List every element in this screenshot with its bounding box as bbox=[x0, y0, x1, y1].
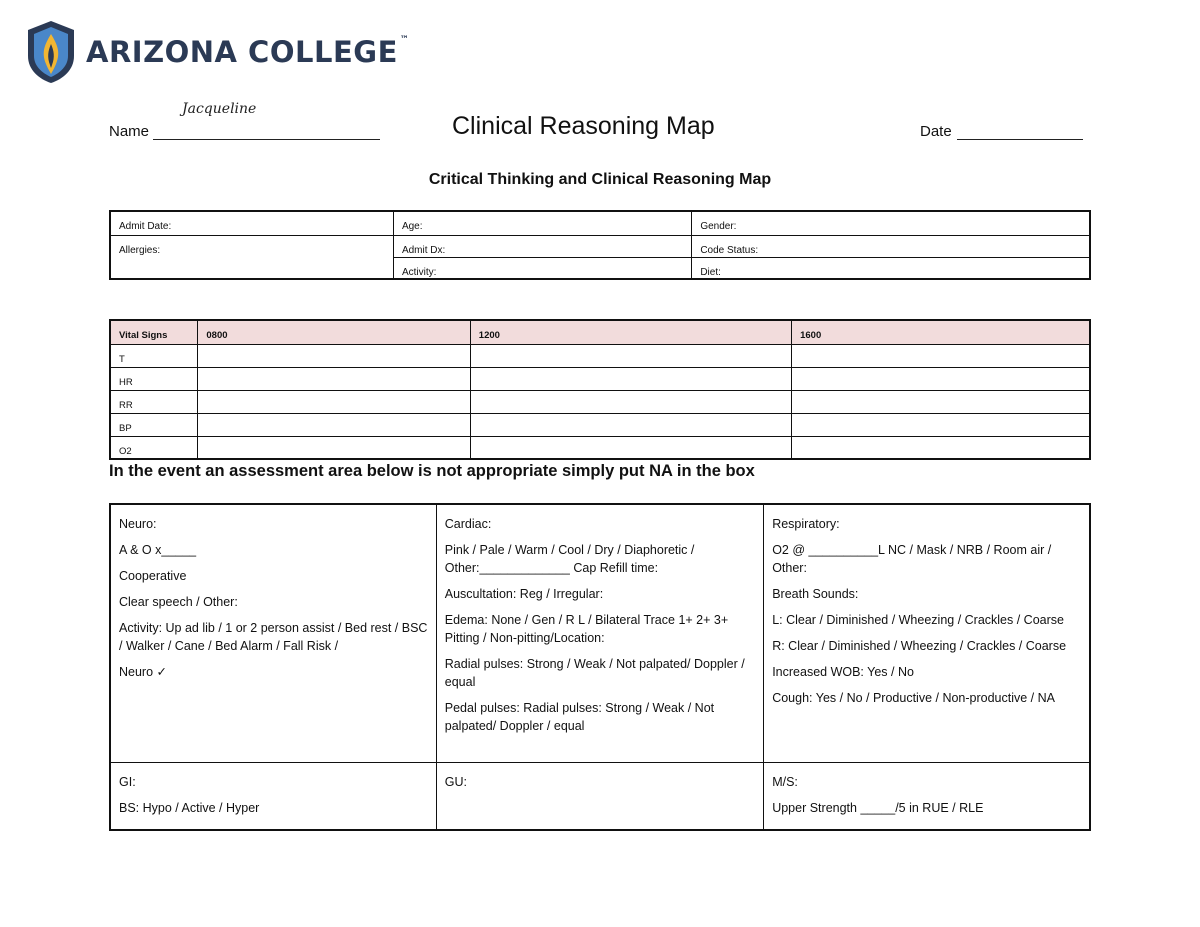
table-row bbox=[110, 436, 1090, 459]
vital-cell bbox=[792, 344, 1090, 367]
cardiac-section bbox=[436, 504, 763, 762]
vital-label-o2: O2 bbox=[110, 436, 198, 459]
name-value: Jacqueline bbox=[182, 101, 257, 117]
gender-cell: Gender: bbox=[692, 211, 1090, 235]
ms-title: M/S: bbox=[772, 774, 798, 789]
vital-cell bbox=[792, 436, 1090, 459]
assessment-table bbox=[109, 503, 1091, 831]
activity-cell: Activity: bbox=[393, 257, 691, 279]
vital-signs-table bbox=[109, 319, 1091, 460]
vital-cell bbox=[198, 413, 470, 436]
vital-cell bbox=[198, 344, 470, 367]
diet-cell: Diet: bbox=[692, 257, 1090, 279]
vital-cell bbox=[470, 367, 791, 390]
page-title: Clinical Reasoning Map bbox=[452, 112, 715, 140]
respiratory-section bbox=[764, 504, 1090, 762]
allergies-cell: Allergies: bbox=[110, 235, 393, 279]
name-underline bbox=[153, 139, 380, 140]
neuro-section bbox=[110, 504, 436, 762]
vital-cell bbox=[792, 367, 1090, 390]
cardiac-title: Cardiac: bbox=[444, 517, 492, 531]
respiratory-line: O2 @ __________L NC / Mask / NRB / Room air / Other: bbox=[772, 543, 1052, 575]
time-1200: 1200 bbox=[470, 320, 791, 344]
age-cell: Age: bbox=[393, 211, 691, 235]
admit-date-cell: Admit Date: bbox=[110, 211, 393, 235]
instruction-note: In the event an assessment area below is not appropriate simply put NA in the box bbox=[109, 462, 755, 480]
respiratory-line: Increased WOB: Yes / No bbox=[772, 665, 914, 679]
cardiac-line: Pedal pulses: Radial pulses: Strong / Weak / Not palpated/ Doppler / equal bbox=[444, 701, 715, 733]
table-row bbox=[110, 344, 1090, 367]
vital-label-rr: RR bbox=[110, 390, 198, 413]
cardiac-line: Auscultation: Reg / Irregular: bbox=[444, 587, 604, 601]
table-row bbox=[110, 413, 1090, 436]
neuro-line: Activity: Up ad lib / 1 or 2 person assist / Bed rest / BSC / Walker / Cane / Bed Alarm / Fall Risk / bbox=[119, 621, 428, 653]
ms-section bbox=[764, 762, 1090, 830]
vital-signs-header: Vital Signs bbox=[110, 320, 198, 344]
date-underline bbox=[957, 139, 1083, 140]
name-label: Name bbox=[109, 123, 150, 140]
gi-line: BS: Hypo / Active / Hyper bbox=[119, 800, 260, 815]
table-row bbox=[110, 367, 1090, 390]
respiratory-line: Breath Sounds: bbox=[772, 587, 859, 601]
vital-label-t: T bbox=[110, 344, 198, 367]
gi-title: GI: bbox=[119, 774, 136, 789]
vital-signs-header-row bbox=[110, 320, 1090, 344]
vital-cell bbox=[198, 367, 470, 390]
page-subtitle: Critical Thinking and Clinical Reasoning Map bbox=[428, 171, 772, 188]
date-label: Date bbox=[920, 123, 952, 140]
vital-cell bbox=[198, 436, 470, 459]
neuro-line: Cooperative bbox=[119, 569, 187, 583]
neuro-title: Neuro: bbox=[119, 517, 157, 531]
neuro-line: A & O x_____ bbox=[119, 543, 197, 557]
vital-label-bp: BP bbox=[110, 413, 198, 436]
ms-line: Upper Strength _____/5 in RUE / RLE bbox=[772, 800, 984, 815]
logo-text: ARIZONA COLLEGE ™ bbox=[86, 35, 410, 69]
vital-cell bbox=[198, 390, 470, 413]
vital-cell bbox=[470, 344, 791, 367]
shield-icon bbox=[26, 20, 76, 84]
vital-cell bbox=[792, 390, 1090, 413]
vital-cell bbox=[470, 390, 791, 413]
respiratory-line: R: Clear / Diminished / Wheezing / Crackles / Coarse bbox=[772, 639, 1067, 653]
admit-dx-cell: Admit Dx: bbox=[393, 235, 691, 257]
time-0800: 0800 bbox=[198, 320, 470, 344]
neuro-line: Clear speech / Other: bbox=[119, 595, 238, 609]
vital-label-hr: HR bbox=[110, 367, 198, 390]
respiratory-line: L: Clear / Diminished / Wheezing / Crackles / Coarse bbox=[772, 613, 1064, 627]
time-1600: 1600 bbox=[792, 320, 1090, 344]
cardiac-line: Edema: None / Gen / R L / Bilateral Trace 1+ 2+ 3+ Pitting / Non-pitting/Location: bbox=[444, 613, 729, 645]
vital-cell bbox=[792, 413, 1090, 436]
gi-section bbox=[110, 762, 436, 830]
arizona-college-logo bbox=[26, 20, 409, 84]
patient-info-table bbox=[109, 210, 1091, 280]
vital-cell bbox=[470, 436, 791, 459]
code-status-cell: Code Status: bbox=[692, 235, 1090, 257]
gu-title: GU: bbox=[444, 774, 467, 789]
cardiac-line: Pink / Pale / Warm / Cool / Dry / Diaphoretic / Other:_____________ Cap Refill time: bbox=[444, 543, 695, 575]
neuro-line: Neuro ✓ bbox=[119, 665, 167, 679]
gu-section bbox=[436, 762, 763, 830]
vital-cell bbox=[470, 413, 791, 436]
table-row bbox=[110, 390, 1090, 413]
cardiac-line: Radial pulses: Strong / Weak / Not palpated/ Doppler / equal bbox=[444, 657, 745, 689]
respiratory-title: Respiratory: bbox=[772, 517, 840, 531]
respiratory-line: Cough: Yes / No / Productive / Non-productive / NA bbox=[772, 691, 1055, 705]
